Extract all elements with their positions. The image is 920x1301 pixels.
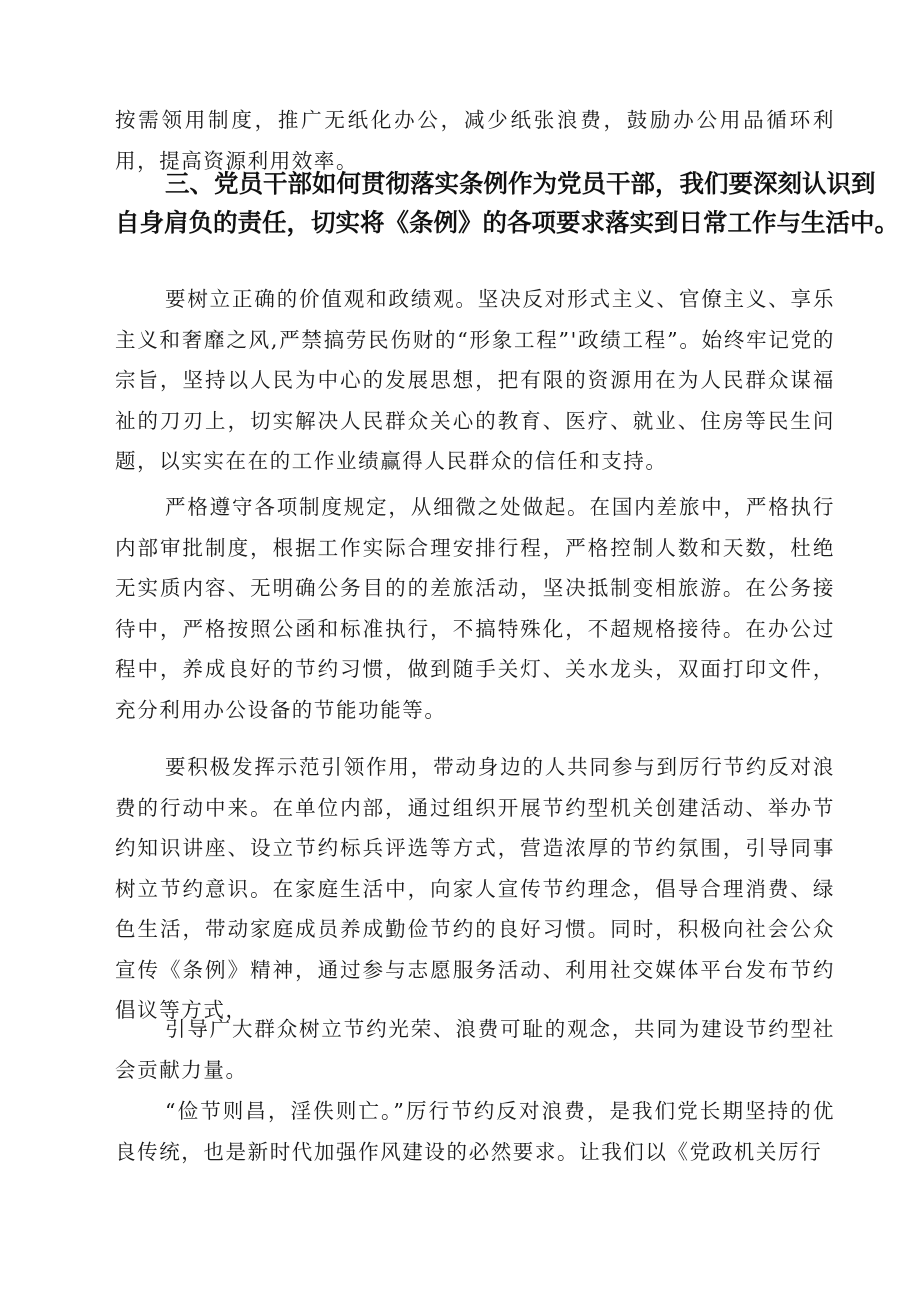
paragraph-regulations: 严格遵守各项制度规定，从细微之处做起。在国内差旅中，严格执行内部审批制度，根据工作实际合理安排行程，严格控制人数和天数，杜绝无实质内容、无明确公务目的的差旅活动，坚决抵制变相旅游。在公务接待中，严格按照公函和标准执行，不搞特殊化，不超规格接待。在办公过程中，养成良好的节约习惯，做到随手关灯、关水龙头，双面打印文件，充分利用办公设备的节能功能等。: [115, 495, 835, 722]
section-heading-line-2: 自身肩负的责任，切实将《条例》的各项要求落实到日常工作与生活中。: [115, 208, 899, 237]
paragraph-leadership: 要积极发挥示范引领作用，带动身边的人共同参与到厉行节约反对浪费的行动中来。在单位内部，通过组织开展节约型机关创建活动、举办节约知识讲座、设立节约标兵评选等方式，营造浓厚的节约氛围，引导同事树立节约意识。在家庭生活中，向家人宣传节约理念，倡导合理消费、绿色生活，带动家庭成员养成勤俭节约的良好习惯。同时，积极向社会公众宣传《条例》精神，通过参与志愿服务活动、利用社交媒体平台发布节约倡议等方式，: [115, 755, 835, 1022]
section-heading: [115, 164, 899, 242]
section-heading-line-1: 三、党员干部如何贯彻落实条例作为党员干部，我们要深刻认识到: [165, 169, 876, 198]
paragraph-guidance: 引导广大群众树立节约光荣、浪费可耻的观念，共同为建设节约型社会贡献力量。: [115, 1017, 835, 1082]
continuation-paragraph: 按需领用制度，推广无纸化办公，减少纸张浪费，鼓励办公用品循环利用，提高资源利用效率。: [115, 108, 835, 173]
paragraph-conclusion: “俭节则昌，淫佚则亡。”厉行节约反对浪费，是我们党长期坚持的优良传统，也是新时代加强作风建设的必然要求。让我们以《党政机关厉行: [115, 1099, 835, 1164]
paragraph-values: 要树立正确的价值观和政绩观。坚决反对形式主义、官僚主义、享乐主义和奢靡之风,严禁搞劳民伤财的“形象工程”'政绩工程”。始终牢记党的宗旨，坚持以人民为中心的发展思想，把有限的资源用在为人民群众谋福祉的刀刃上，切实解决人民群众关心的教育、医疗、就业、住房等民生问题，以实实在在的工作业绩赢得人民群众的信任和支持。: [115, 287, 835, 473]
